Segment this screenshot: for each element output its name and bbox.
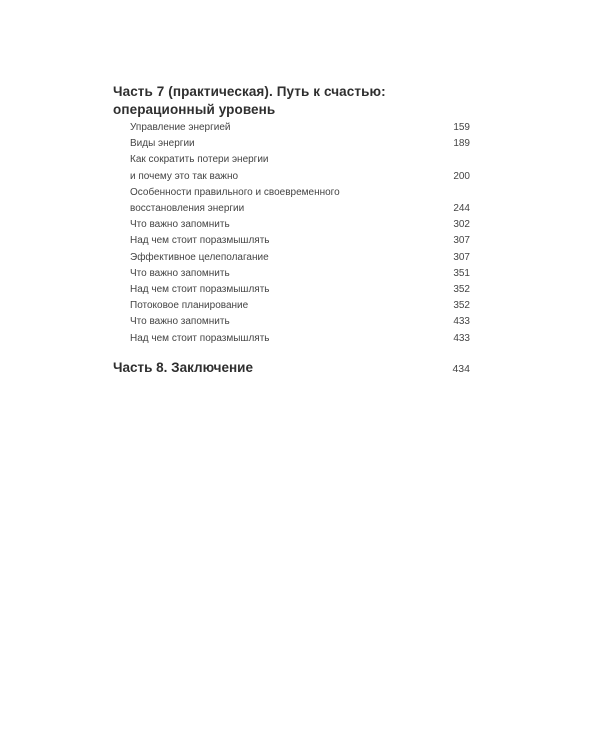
toc-entry-title: Что важно запомнить <box>130 267 230 279</box>
toc-entry-title: Что важно запомнить <box>130 316 230 328</box>
part-7-title-line-2: операционный уровень <box>113 102 276 117</box>
toc-entry-page: 352 <box>453 300 470 312</box>
toc-entry-title: Над чем стоит поразмышлять <box>130 284 270 296</box>
toc-entry-page: 302 <box>453 219 470 231</box>
toc-entry-title: Управление энергией <box>130 122 231 133</box>
toc-entry <box>130 266 470 282</box>
toc-entry-title: Виды энергии <box>130 138 195 150</box>
toc-entry-page: 200 <box>453 170 470 182</box>
toc-entry-page: 244 <box>453 203 470 215</box>
toc-entry-title-line-2: и почему это так важно <box>130 170 239 182</box>
part-7-title-line-1: Часть 7 (практическая). Путь к счастью: <box>113 84 386 99</box>
toc-entry-page: 307 <box>453 251 470 263</box>
toc-entry <box>130 120 470 136</box>
part-7-heading <box>113 83 473 119</box>
toc-entry <box>130 282 470 298</box>
toc-entry <box>130 233 470 249</box>
toc-entry-page: 159 <box>453 122 470 133</box>
toc-entry-title: Эффективное целеполагание <box>130 251 269 263</box>
toc-entry-page: 433 <box>453 332 470 344</box>
toc-entry-list <box>130 120 470 347</box>
toc-entry-title: Потоковое планирование <box>130 300 249 312</box>
toc-entry <box>130 136 470 152</box>
toc-entry <box>130 298 470 314</box>
toc-entry-title-line-2: восстановления энергии <box>130 203 245 215</box>
toc-entry-title: Над чем стоит поразмышлять <box>130 332 270 344</box>
toc-entry-page: 352 <box>453 284 470 296</box>
part-8-page: 434 <box>452 363 470 375</box>
toc-entry-page: 433 <box>453 316 470 328</box>
toc-entry <box>130 217 470 233</box>
toc-entry <box>130 185 470 217</box>
toc-entry-page: 189 <box>453 138 470 150</box>
toc-entry-title: Что важно запомнить <box>130 219 230 231</box>
toc-entry-page: 351 <box>453 267 470 279</box>
toc-entry-page: 307 <box>453 235 470 247</box>
toc-entry <box>130 314 470 330</box>
part-8-heading <box>113 359 470 377</box>
toc-entry <box>130 250 470 266</box>
toc-entry-title: Над чем стоит поразмышлять <box>130 235 270 247</box>
part-8-title: Часть 8. Заключение <box>113 360 253 375</box>
toc-entry-title-line-1: Особенности правильного и своевременного <box>130 186 340 198</box>
toc-entry <box>130 331 470 347</box>
toc-entry <box>130 152 470 184</box>
toc-entry-title-line-1: Как сократить потери энергии <box>130 154 269 166</box>
